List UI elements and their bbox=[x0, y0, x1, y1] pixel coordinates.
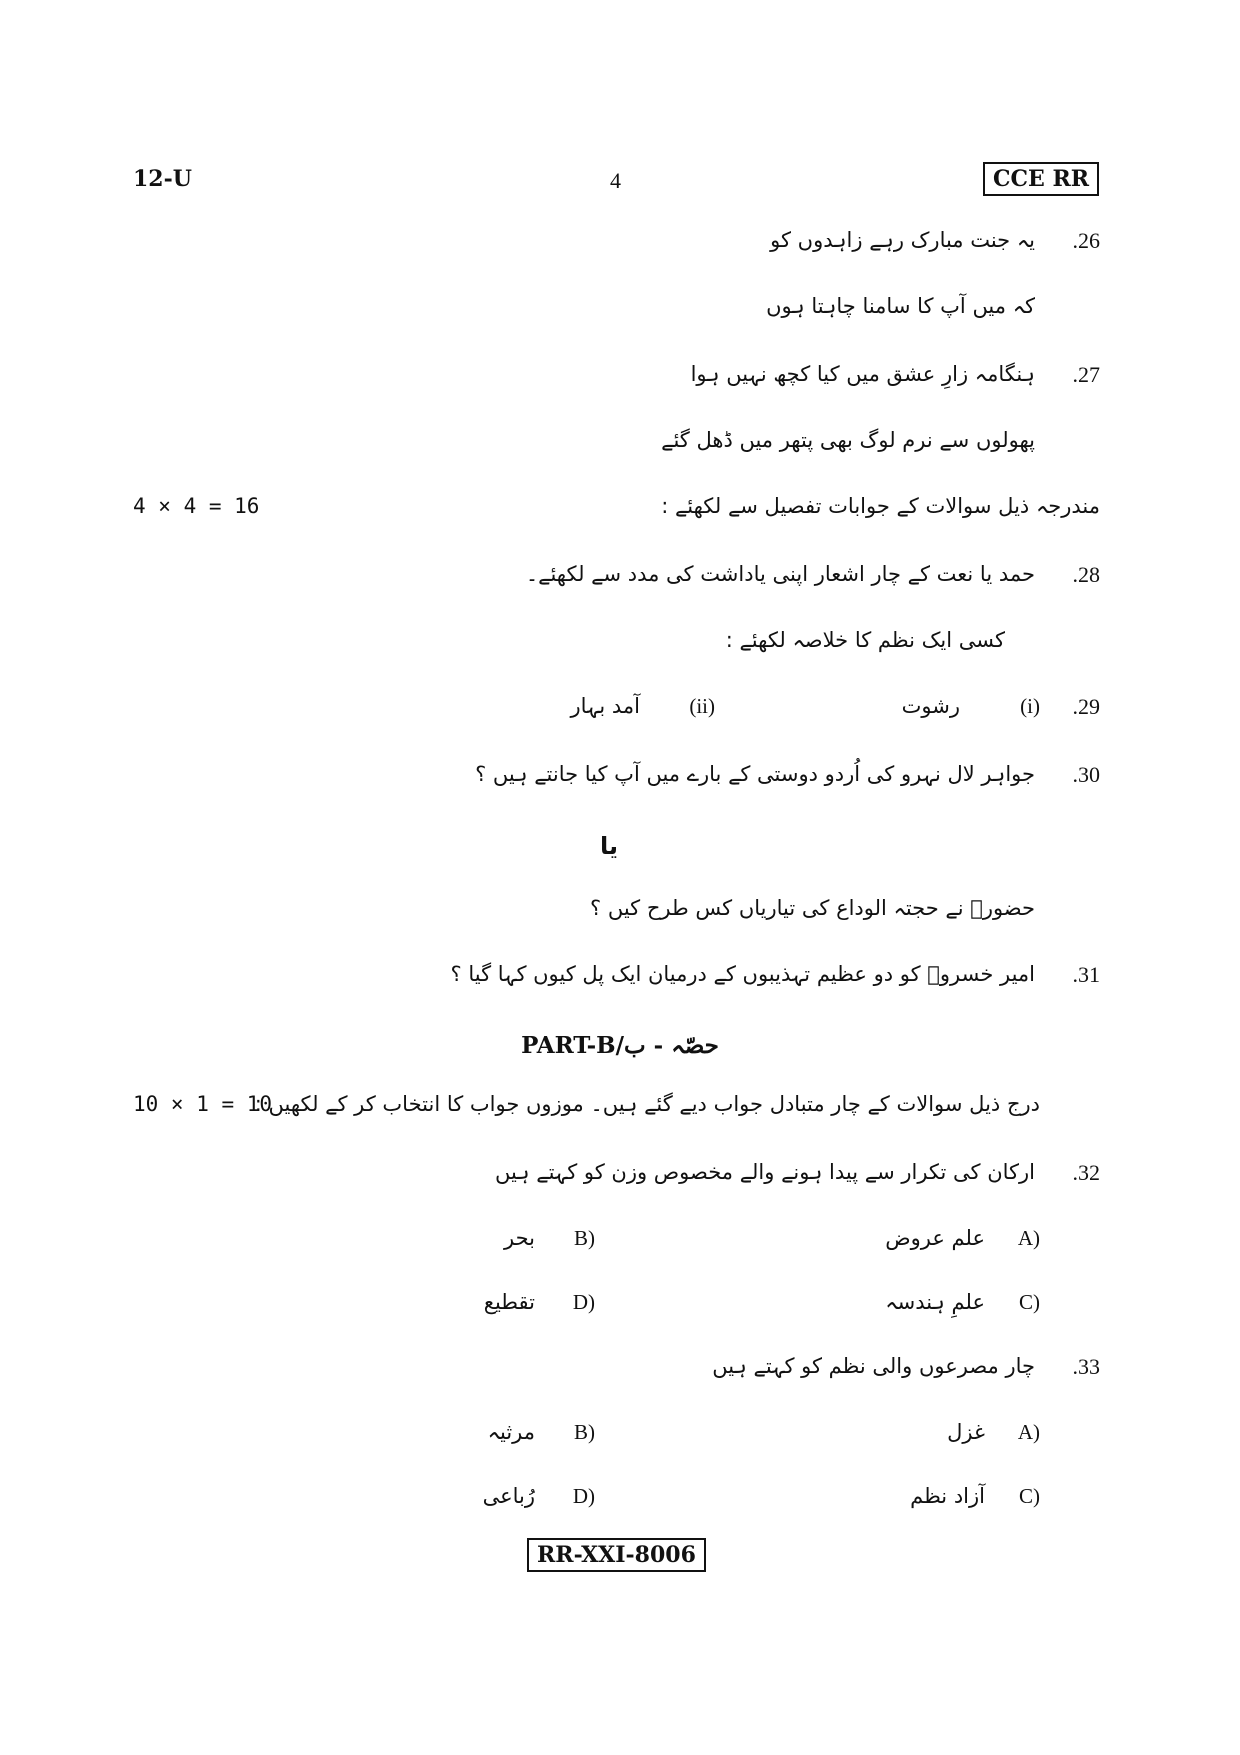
option-text: علم عروض bbox=[885, 1226, 985, 1250]
question-text: حمد یا نعت کے چار اشعار اپنی یاداشت کی مدد سے لکھئے۔ bbox=[525, 562, 1035, 586]
question-30-alt bbox=[0, 896, 1240, 936]
page-number: 4 bbox=[610, 168, 621, 193]
option-label: A) bbox=[1017, 1226, 1040, 1250]
question-number: .32 bbox=[1072, 1160, 1100, 1185]
or-separator bbox=[0, 832, 1240, 872]
question-text: جواہر لال نہرو کی اُردو دوستی کے بارے میں آپ کیا جانتے ہیں ؟ bbox=[475, 762, 1035, 786]
question-number: .33 bbox=[1072, 1354, 1100, 1379]
option-text: غزل bbox=[947, 1420, 985, 1444]
question-text: کہ میں آپ کا سامنا چاہتا ہوں bbox=[766, 294, 1035, 318]
question-29 bbox=[0, 694, 1240, 734]
option-text: آزاد نظم bbox=[910, 1484, 985, 1508]
or-text: یا bbox=[600, 832, 619, 860]
question-33 bbox=[0, 1354, 1240, 1394]
question-28-line2 bbox=[0, 628, 1240, 668]
option-label: A) bbox=[1017, 1420, 1040, 1444]
option-text: علمِ ہندسہ bbox=[885, 1290, 985, 1314]
instruction-text: درج ذیل سوالات کے چار متبادل جواب دیے گئے ہیں۔ موزوں جواب کا انتخاب کر کے لکھیں : bbox=[254, 1092, 1040, 1116]
question-32 bbox=[0, 1160, 1240, 1200]
part-b-heading bbox=[0, 1032, 1240, 1072]
question-26-line2 bbox=[0, 294, 1240, 334]
option-label: C) bbox=[1019, 1484, 1040, 1508]
option-label: (i) bbox=[1020, 694, 1040, 718]
options-row-ab bbox=[0, 1420, 1240, 1460]
question-text: ہنگامہ زارِ عشق میں کیا کچھ نہیں ہوا bbox=[690, 362, 1035, 386]
section-marks: 4 × 4 = 16 bbox=[133, 494, 260, 518]
question-text: حضورؐ نے حجتہ الوداع کی تیاریاں کس طرح کیں ؟ bbox=[590, 896, 1035, 920]
option-label: (ii) bbox=[689, 694, 715, 718]
option-text: آمد بہار bbox=[570, 694, 640, 718]
options-row-ab bbox=[0, 1226, 1240, 1266]
paper-code: 12-U bbox=[133, 166, 192, 192]
option-text: رُباعی bbox=[482, 1484, 535, 1508]
options-row-cd bbox=[0, 1290, 1240, 1330]
instruction-text: مندرجہ ذیل سوالات کے جوابات تفصیل سے لکھئے : bbox=[661, 494, 1100, 518]
question-number: .28 bbox=[1072, 562, 1100, 587]
option-text: رشوت bbox=[901, 694, 960, 718]
option-label: B) bbox=[574, 1226, 595, 1250]
question-text: امیر خسروؒ کو دو عظیم تہذیبوں کے درمیان ایک پل کیوں کہا گیا ؟ bbox=[450, 962, 1035, 986]
option-text: بحر bbox=[504, 1226, 535, 1250]
section-instruction bbox=[0, 494, 1240, 534]
part-b-instruction bbox=[0, 1092, 1240, 1132]
option-label: D) bbox=[572, 1484, 595, 1508]
question-text: کسی ایک نظم کا خلاصہ لکھئے : bbox=[725, 628, 1005, 652]
question-number: .27 bbox=[1072, 362, 1100, 387]
question-text: ارکان کی تکرار سے پیدا ہونے والے مخصوص وزن کو کہتے ہیں bbox=[494, 1160, 1035, 1184]
option-label: B) bbox=[574, 1420, 595, 1444]
option-label: C) bbox=[1019, 1290, 1040, 1314]
series-box: CCE RR bbox=[983, 162, 1099, 196]
option-text: تقطیع bbox=[483, 1290, 535, 1314]
question-number: .31 bbox=[1072, 962, 1100, 987]
option-text: مرثیہ bbox=[487, 1420, 535, 1444]
footer-code: RR-XXI-8006 bbox=[527, 1538, 706, 1572]
question-30 bbox=[0, 762, 1240, 802]
question-text: پھولوں سے نرم لوگ بھی پتھر میں ڈھل گئے bbox=[661, 428, 1035, 452]
question-27-line2 bbox=[0, 428, 1240, 468]
question-number: .26 bbox=[1072, 228, 1100, 253]
question-31 bbox=[0, 962, 1240, 1002]
question-number: .29 bbox=[1072, 694, 1100, 719]
question-26 bbox=[0, 228, 1240, 268]
section-marks: 10 × 1 = 10 bbox=[133, 1092, 273, 1116]
question-27 bbox=[0, 362, 1240, 402]
question-text: یہ جنت مبارک رہے زاہدوں کو bbox=[770, 228, 1035, 252]
part-b-title: PART-B/حصّہ - ب bbox=[521, 1032, 719, 1059]
question-28 bbox=[0, 562, 1240, 602]
option-label: D) bbox=[572, 1290, 595, 1314]
question-text: چار مصرعوں والی نظم کو کہتے ہیں bbox=[712, 1354, 1035, 1378]
options-row-cd bbox=[0, 1484, 1240, 1524]
question-number: .30 bbox=[1072, 762, 1100, 787]
